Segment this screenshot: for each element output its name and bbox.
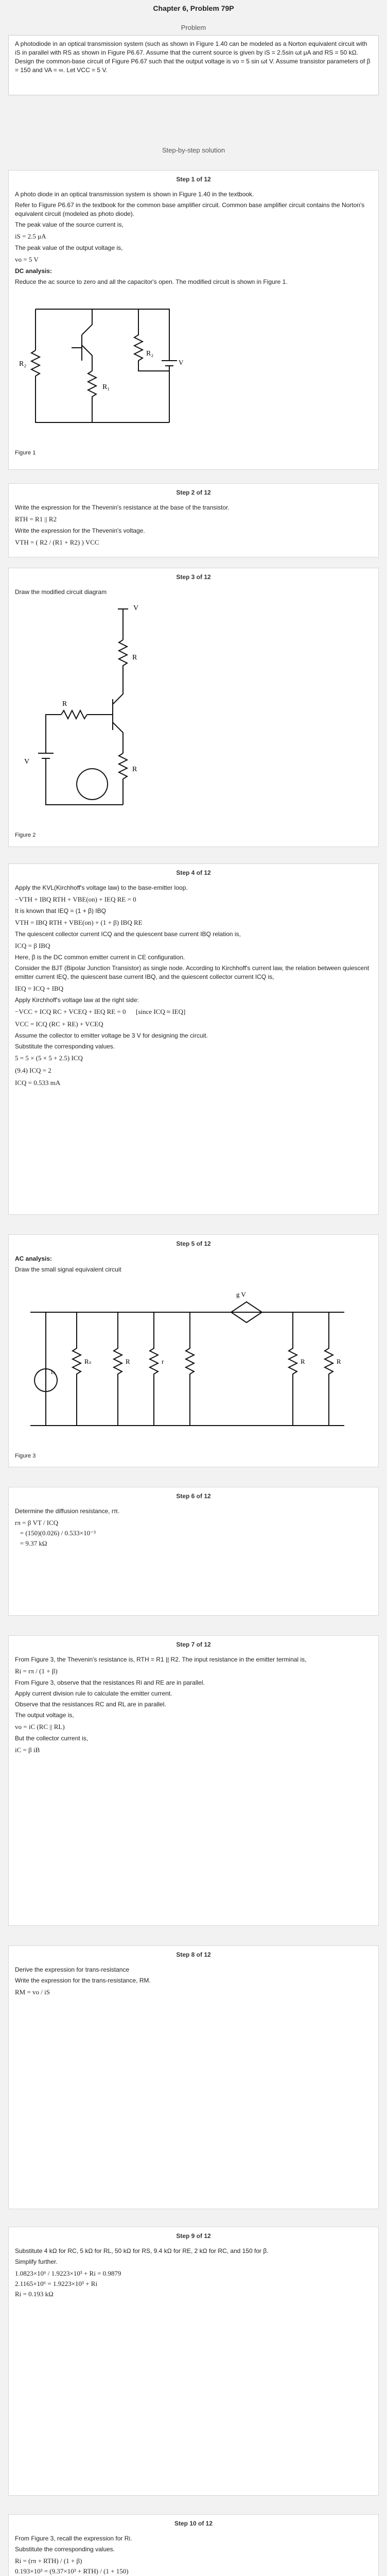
step-text: The peak value of the source current is, xyxy=(15,221,124,228)
step-header: Step 4 of 12 xyxy=(176,869,211,876)
problem-statement xyxy=(8,35,379,95)
label-is: iₛ xyxy=(51,1368,56,1376)
step-card-10 xyxy=(8,2514,379,2576)
equation: Ri = rπ / (1 + β) xyxy=(15,1667,58,1675)
label-rs: Rₛ xyxy=(84,1358,92,1365)
step-header: Step 9 of 12 xyxy=(176,2232,211,2240)
step-text: Substitute 4 kΩ for RC, 5 kΩ for RL, 50 kΩ for RS, 9.4 kΩ for RE, 2 kΩ for RC, and 150 for β. xyxy=(15,2247,269,2255)
step-text: Write the expression for the Thevenin's resistance at the base of the transistor. xyxy=(15,504,230,511)
step-card-2 xyxy=(8,483,379,557)
equation: ICQ = β IBQ xyxy=(15,942,50,950)
step-header: Step 3 of 12 xyxy=(176,573,211,581)
step-text: Write the expression for the Thevenin's voltage. xyxy=(15,527,145,534)
label-rpi: r xyxy=(162,1358,164,1365)
equation: VTH = IBQ RTH + VBE(on) + (1 + β) IBQ RE xyxy=(15,919,143,926)
label-rth: R xyxy=(62,700,67,708)
step-text: Reduce the ac source to zero and all the capacitor's open. The modified circuit is shown in Figure 1. xyxy=(15,278,288,285)
step-text: The output voltage is, xyxy=(15,1711,74,1719)
label-rc: R xyxy=(301,1358,305,1365)
step-text: Substitute the corresponding values. xyxy=(15,1043,115,1050)
step-text: Assume the collector to emitter voltage be 3 V for designing the circuit. xyxy=(15,1032,208,1039)
label-rc: R₂ xyxy=(146,350,154,358)
step-text: From Figure 3, observe that the resistances Ri and RE are in parallel. xyxy=(15,1679,205,1686)
step-text: Observe that the resistances RC and RL are in parallel. xyxy=(15,1701,166,1708)
label-vcc: V xyxy=(133,604,139,612)
circuit-diagram-figure-3 xyxy=(15,1276,365,1446)
step-text: Here, β is the DC common emitter current in CE configuration. xyxy=(15,954,185,961)
label-re: R xyxy=(126,1358,130,1365)
step-text: Substitute the corresponding values. xyxy=(15,2546,115,2553)
label-r2: R₂ xyxy=(19,360,27,368)
equation: 1.0823×10⁶ / 1.9223×10³ + Ri = 0.9879 2.1165×10⁶ = 1.9223×10³ + Ri Ri = 0.193 kΩ xyxy=(15,2269,121,2298)
label-rc: R xyxy=(132,654,137,662)
problem-text: A photodiode in an optical transmission system (such as shown in Figure 1.40 can be modeled as a Norton equivalent circuit with iS in parallel with RS as shown in Figure P6.67. Assume that the current source is given by iS = 2.5sin ωt μA and RS = 50 kΩ. Design the common-base circuit of Figure P6.67 such that the output voltage is vo = 5 sin ωt V. Assume transistor parameters of β = 150 and VA = ∞. Let VCC = 5 V. xyxy=(15,40,371,74)
equation: 5 = 5 × (5 × 5 + 2.5) ICQ xyxy=(15,1054,83,1062)
equation: vo = 5 V xyxy=(15,256,39,263)
chapter-title: Chapter 6, Problem 79P xyxy=(153,4,234,12)
equation: iC = β iB xyxy=(15,1746,40,1754)
step-header: Step 6 of 12 xyxy=(176,1493,211,1500)
equation: vo = iC (RC || RL) xyxy=(15,1723,65,1731)
label-vcc: V xyxy=(179,359,184,366)
step-text: Write the expression for the trans-resistance, RM. xyxy=(15,1977,151,1984)
step-text: Draw the modified circuit diagram xyxy=(15,588,107,596)
step-text: DC analysis: xyxy=(15,267,52,275)
solution-label: Step-by-step solution xyxy=(162,146,225,154)
label-re: R xyxy=(132,766,137,773)
equation: ICQ = 0.533 mA xyxy=(15,1079,61,1087)
step-card-4 xyxy=(8,863,379,1215)
equation: rπ = β VT / ICQ = (150)(0.026) / 0.533×10⁻³ = 9.37 kΩ xyxy=(15,1519,96,1547)
step-text: Derive the expression for trans-resistance xyxy=(15,1966,130,1973)
equation: iS = 2.5 μA xyxy=(15,232,46,240)
step-text: From Figure 3, recall the expression for Ri. xyxy=(15,2535,132,2542)
equation: VCC = ICQ (RC + RE) + VCEQ xyxy=(15,1020,103,1028)
step-header: Step 1 of 12 xyxy=(176,176,211,183)
label-rl: R xyxy=(337,1358,341,1365)
equation: −VCC + ICQ RC + VCEQ + IEQ RE = 0 [since ICQ ≈ IEQ] xyxy=(15,1008,186,1015)
step-text: Apply the KVL(Kirchhoff's voltage law) to the base-emitter loop. xyxy=(15,884,188,891)
step-text: The peak value of the output voltage is, xyxy=(15,244,123,251)
step-card-9 xyxy=(8,2227,379,2496)
step-header: Step 5 of 12 xyxy=(176,1240,211,1247)
equation: RTH = R1 || R2 xyxy=(15,515,57,523)
step-card-5 xyxy=(8,1234,379,1467)
step-header: Step 8 of 12 xyxy=(176,1951,211,1958)
step-card-8 xyxy=(8,1945,379,2209)
label-vth: V xyxy=(24,758,30,766)
equation: IEQ = ICQ + IBQ xyxy=(15,985,64,992)
step-text: But the collector current is, xyxy=(15,1735,89,1742)
step-header: Step 7 of 12 xyxy=(176,1641,211,1648)
equation: RM = vo / iS xyxy=(15,1988,50,1996)
label-gm: g V xyxy=(236,1291,246,1298)
step-text: Determine the diffusion resistance, rπ. xyxy=(15,1507,120,1515)
step-text: From Figure 3, the Thevenin's resistance is, RTH = R1 || R2. The input resistance in the emitter terminal is, xyxy=(15,1656,307,1663)
step-text: It is known that IEQ = (1 + β) IBQ xyxy=(15,907,106,914)
step-text: A photo diode in an optical transmission system is shown in Figure 1.40 in the textbook. xyxy=(15,191,254,198)
figure-caption: Figure 1 xyxy=(15,450,36,456)
step-header: Step 10 of 12 xyxy=(174,2520,213,2527)
figure-caption: Figure 2 xyxy=(15,832,36,838)
step-text: Refer to Figure P6.67 in the textbook for the common base amplifier circuit. Common base amplifier circuit contains the Norton's equivalent circuit (modeled as photo diode). xyxy=(15,201,365,217)
step-text: Apply current division rule to calculate the emitter current. xyxy=(15,1690,172,1697)
circuit-diagram-figure-2 xyxy=(15,599,200,825)
equation: Ri = (rπ + RTH) / (1 + β) 0.193×10³ = (9.37×10³ + RTH) / (1 + 150) xyxy=(15,2557,129,2575)
step-card-6 xyxy=(8,1487,379,1616)
tab-problem[interactable]: Problem xyxy=(181,24,206,31)
step-text: Consider the BJT (Bipolar Junction Transistor) as single node. According to Kirchhoff's current law, the relation between quiescent emitter current IEQ, the quiescent base current IBQ, and the quiescent collector current ICQ is, xyxy=(15,964,370,980)
step-card-7 xyxy=(8,1635,379,1926)
step-card-3 xyxy=(8,568,379,847)
step-text: Simplify further. xyxy=(15,2258,58,2265)
equation: VTH = ( R2 / (R1 + R2) ) VCC xyxy=(15,538,99,546)
equation: −VTH + IBQ RTH + VBE(on) + IEQ RE = 0 xyxy=(15,895,136,903)
figure-caption: Figure 3 xyxy=(15,1453,36,1459)
label-r1: R₁ xyxy=(102,383,110,391)
circuit-diagram-figure-1 xyxy=(15,289,190,443)
step-header: Step 2 of 12 xyxy=(176,489,211,496)
step-text: AC analysis: xyxy=(15,1255,52,1262)
equation: (9.4) ICQ = 2 xyxy=(15,1066,51,1074)
step-text: The quiescent collector current ICQ and the quiescent base current IBQ relation is, xyxy=(15,930,241,938)
step-card-1 xyxy=(8,170,379,470)
step-text: Apply Kirchhoff's voltage law at the right side: xyxy=(15,996,139,1004)
step-text: Draw the small signal equivalent circuit xyxy=(15,1266,121,1273)
